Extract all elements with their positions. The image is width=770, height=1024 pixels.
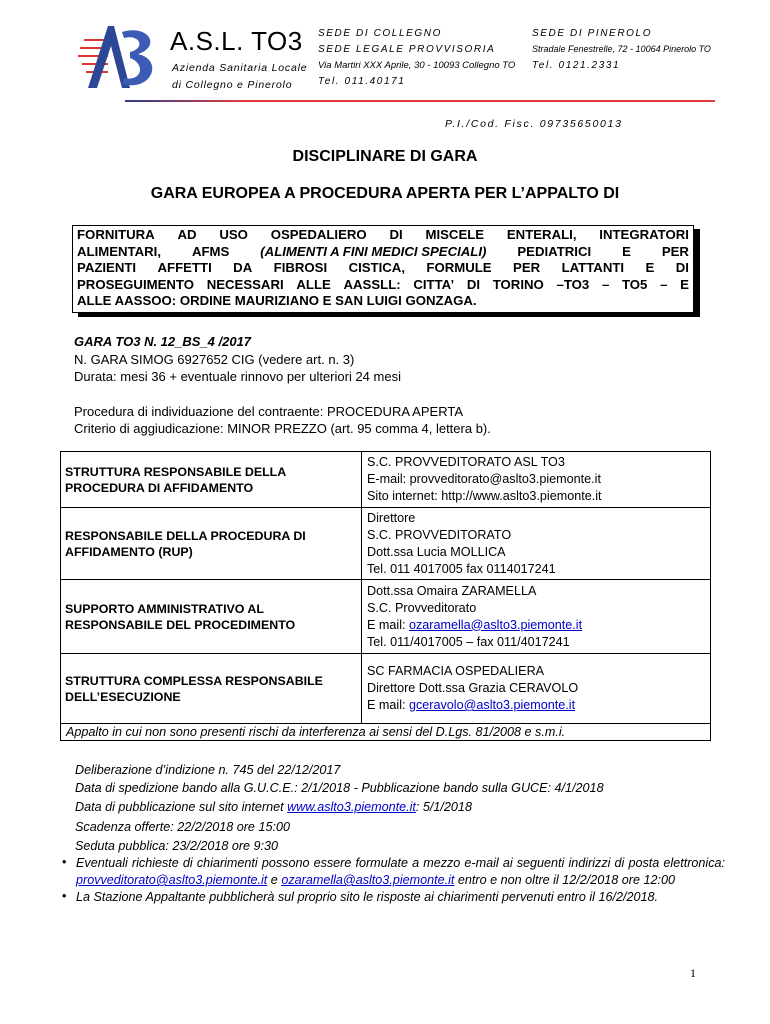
page-subtitle: GARA EUROPEA A PROCEDURA APERTA PER L’APPALTO DI <box>150 185 620 202</box>
row-value: SC FARMACIA OSPEDALIERA Direttore Dott.ssa Grazia CERAVOLO E mail: gceravolo@aslto3.piemonte.it <box>362 654 711 724</box>
ozaramella-email-link-2[interactable]: ozaramella@aslto3.piemonte.it <box>281 873 455 887</box>
pinerolo-title: SEDE DI PINEROLO <box>532 28 653 39</box>
page-number: 1 <box>690 966 696 980</box>
org-subtitle-1: Azienda Sanitaria Locale <box>172 62 308 74</box>
list-item: • Eventuali richieste di chiarimenti possono essere formulate a mezzo e-mail ai seguenti indirizzi di posta elettronica: provveditorato@aslto3.piemonte.it e ozaramella@aslto3.piemonte.it entro e non oltre il 12/2/2018 ore 12:00 <box>62 855 725 887</box>
bullet-icon: • <box>62 889 67 903</box>
bullet-icon: • <box>62 855 67 869</box>
pinerolo-address: Stradale Fenestrelle, 72 - 10064 Pinerolo TO <box>532 44 711 54</box>
criterio: Criterio di aggiudicazione: MINOR PREZZO (art. 95 comma 4, lettera b). <box>74 421 491 436</box>
row-value: Dott.ssa Omaira ZARAMELLA S.C. Provveditorato E mail: ozaramella@aslto3.piemonte.it Tel. 011/4017005 – fax 011/4017241 <box>362 580 711 654</box>
provveditorato-email-link[interactable]: provveditorato@aslto3.piemonte.it <box>76 873 268 887</box>
org-name: A.S.L. TO3 <box>170 26 303 56</box>
subject-box <box>72 225 694 313</box>
subject-line-5: ALLE AASSOO: ORDINE MAURIZIANO E SAN LUIGI GONZAGA. <box>77 293 477 308</box>
page-title: DISCIPLINARE DI GARA <box>292 148 478 165</box>
table-row <box>61 654 711 724</box>
scadenza: Scadenza offerte: 22/2/2018 ore 15:00 <box>75 820 290 834</box>
table-row <box>61 508 711 580</box>
row-value: S.C. PROVVEDITORATO ASL TO3 E-mail: provveditorato@aslto3.piemonte.it Sito internet: http://www.aslto3.piemonte.it <box>362 452 711 508</box>
header-divider <box>125 100 715 102</box>
row-label: SUPPORTO AMMINISTRATIVO AL RESPONSABILE DEL PROCEDIMENTO <box>61 580 362 654</box>
procedura: Procedura di individuazione del contraente: PROCEDURA APERTA <box>74 404 463 419</box>
asl-logo <box>78 5 160 98</box>
piva: P.I./Cod. Fisc. 09735650013 <box>445 118 623 130</box>
list-item: • La Stazione Appaltante pubblicherà sul proprio sito le risposte ai chiarimenti pervenuti entro il 16/2/2018. <box>62 889 658 904</box>
pinerolo-tel: Tel. 0121.2331 <box>532 60 621 71</box>
simog-number: N. GARA SIMOG 6927652 CIG (vedere art. n. 3) <box>74 352 355 367</box>
bullet-list <box>62 855 725 906</box>
info-table <box>60 451 711 741</box>
logo-text: A3 <box>78 5 98 22</box>
subject-line-2: ALIMENTARI, AFMS (ALIMENTI A FINI MEDICI SPECIALI) PEDIATRICI E PER <box>77 243 689 259</box>
row-label: STRUTTURA RESPONSABILE DELLA PROCEDURA DI AFFIDAMENTO <box>61 452 362 508</box>
table-row <box>61 580 711 654</box>
subject-line-1: FORNITURA AD USO OSPEDALIERO DI MISCELE ENTERALI, INTEGRATORI <box>77 227 689 242</box>
subject-line-4: PROSEGUIMENTO NECESSARI ALLE AASSLL: CITTA’ DI TORINO –TO3 – TO5 – E <box>77 276 689 292</box>
org-subtitle-2: di Collegno e Pinerolo <box>172 79 293 91</box>
ozaramella-email-link[interactable]: ozaramella@aslto3.piemonte.it <box>409 617 583 632</box>
durata: Durata: mesi 36 + eventuale rinnovo per ulteriori 24 mesi <box>74 369 401 384</box>
gceravolo-email-link[interactable]: gceravolo@aslto3.piemonte.it <box>409 698 576 712</box>
seduta: Seduta pubblica: 23/2/2018 ore 9:30 <box>75 839 279 853</box>
row-label: RESPONSABILE DELLA PROCEDURA DI AFFIDAMENTO (RUP) <box>61 508 362 580</box>
table-row <box>61 452 711 508</box>
spedizione: Data di spedizione bando alla G.U.C.E.: 2/1/2018 - Pubblicazione bando sulla GUCE: 4/1/2018 <box>75 781 604 795</box>
collegno-address: Via Martiri XXX Aprile, 30 - 10093 Collegno TO <box>318 60 516 71</box>
website-link[interactable]: www.aslto3.piemonte.it <box>287 800 416 814</box>
risk-note: Appalto in cui non sono presenti rischi da interferenza ai sensi del D.Lgs. 81/2008 e s.m.i. <box>61 724 711 741</box>
deliberazione: Deliberazione d’indizione n. 745 del 22/12/2017 <box>75 763 341 777</box>
table-row <box>61 724 711 741</box>
collegno-legal: SEDE LEGALE PROVVISORIA <box>318 44 496 55</box>
row-label: STRUTTURA COMPLESSA RESPONSABILE DELL’ESECUZIONE <box>61 654 362 724</box>
row-value: Direttore S.C. PROVVEDITORATO Dott.ssa Lucia MOLLICA Tel. 011 4017005 fax 0114017241 <box>362 508 711 580</box>
collegno-tel: Tel. 011.40171 <box>318 76 406 87</box>
gara-number: GARA TO3 N. 12_BS_4 /2017 <box>74 334 252 349</box>
subject-line-3: PAZIENTI AFFETTI DA FIBROSI CISTICA, FORMULE PER LATTANTI E DI <box>77 260 689 275</box>
pubblicazione: Data di pubblicazione sul sito internet www.aslto3.piemonte.it: 5/1/2018 <box>75 800 472 814</box>
collegno-title: SEDE DI COLLEGNO <box>318 28 442 39</box>
